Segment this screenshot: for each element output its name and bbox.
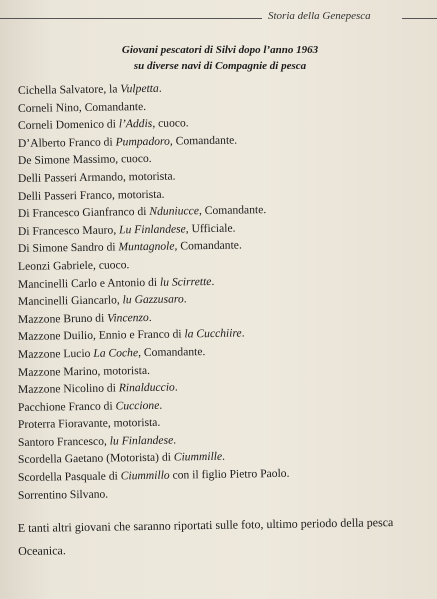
entry-text: Di Francesco Gianfranco di xyxy=(17,205,150,221)
entry-text: Scordella Pasquale di xyxy=(17,469,121,485)
entry-text: . xyxy=(159,398,163,412)
entry-text: . xyxy=(148,310,152,324)
entry-text: Proterra Fioravante, motorista. xyxy=(17,416,161,432)
entry-text: Di Simone Sandro di xyxy=(17,240,119,256)
entry-text: , Ufficiale. xyxy=(185,221,236,236)
entry-text: Corneli Nino, Comandante. xyxy=(17,99,147,115)
entry-text: . xyxy=(241,326,245,340)
entry-text: Mazzone Marino, motorista. xyxy=(17,363,151,379)
running-title: Storia della Genepesca xyxy=(268,10,371,22)
entry-text: . xyxy=(158,81,162,95)
nickname-text: lu Gazzusaro xyxy=(122,292,184,307)
header-rule-right xyxy=(402,18,437,19)
section-title-line-1: Giovani pescatori di Silvi dopo l’anno 1963 xyxy=(121,44,319,56)
entry-text: , Comandante. xyxy=(137,344,206,360)
fishermen-list xyxy=(18,82,428,504)
entry-text: Pacchione Franco di xyxy=(17,399,116,414)
nickname-text: Ciummillo xyxy=(120,468,170,483)
nickname-text: Cuccione xyxy=(115,398,160,413)
header-rule-left xyxy=(0,18,262,19)
nickname-text: lu Finlandese xyxy=(109,433,174,448)
entry-text: con il figlio Pietro Paolo. xyxy=(169,466,290,482)
entry-text: Mazzone Duilio, Ennio e Franco di xyxy=(17,327,185,344)
nickname-text: Rinalduccio xyxy=(118,380,175,395)
nickname-text: Vulpetta xyxy=(120,81,159,96)
nickname-text: l’Addis xyxy=(118,117,153,131)
nickname-text: Muntagnole, xyxy=(118,239,178,254)
entry-text: Delli Passeri Armando, motorista. xyxy=(17,169,176,185)
nickname-text: Pumpadoro xyxy=(115,134,170,149)
closing-paragraph: E tanti altri giovani che saranno riportati sulle foto, ultimo periodo della pesca Oceanica. xyxy=(17,515,394,558)
entry-text: Corneli Domenico di xyxy=(17,117,119,133)
entry-text: , Comandante. xyxy=(169,133,238,148)
nickname-text: lu Scirrette xyxy=(159,274,212,289)
entry-text: Sorrentino Silvano. xyxy=(17,487,109,502)
entry-text: . xyxy=(174,380,178,394)
entry-text: Comandante. xyxy=(177,238,242,253)
entry-text: D’Alberto Franco di xyxy=(17,135,116,150)
entry-text: Delli Passeri Franco, motorista. xyxy=(17,187,165,203)
entry-text: Leonzi Gabriele, cuoco. xyxy=(17,258,130,273)
nickname-text: Vincenzo xyxy=(107,310,149,325)
entry-text: Mancinelli Carlo e Antonio di xyxy=(17,275,161,291)
section-title-line-2: su diverse navi di Compagnie di pesca xyxy=(133,60,307,72)
section-title xyxy=(70,42,370,74)
entry-text: Mazzone Lucio xyxy=(17,346,94,361)
nickname-text: Nduniucce xyxy=(149,204,200,219)
entry-text: Mancinelli Giancarlo, xyxy=(17,293,123,309)
nickname-text: Ciummille xyxy=(173,450,223,465)
nickname-text: Lu Finlandese xyxy=(118,222,186,237)
entry-text: . xyxy=(183,292,187,306)
entry-text: De Simone Massimo, cuoco. xyxy=(17,152,152,168)
entry-text: , cuoco. xyxy=(152,116,189,131)
nickname-text: La Coche xyxy=(93,346,139,360)
entry-text: Scordella Gaetano (Motorista) di xyxy=(17,451,174,467)
entry-text: . xyxy=(173,433,177,447)
entry-text: Di Francesco Mauro, xyxy=(17,223,120,238)
entry-text: . xyxy=(211,274,215,288)
entry-text: Mazzone Nicolino di xyxy=(17,381,119,397)
entry-text: Cichella Salvatore, la xyxy=(17,82,121,97)
entry-text: Santoro Francesco, xyxy=(17,434,110,449)
entry-text: . xyxy=(222,450,226,464)
nickname-text: la Cucchiire xyxy=(184,326,242,341)
entry-text: Mazzone Bruno di xyxy=(17,311,108,326)
entry-text: , Comandante. xyxy=(198,203,267,218)
